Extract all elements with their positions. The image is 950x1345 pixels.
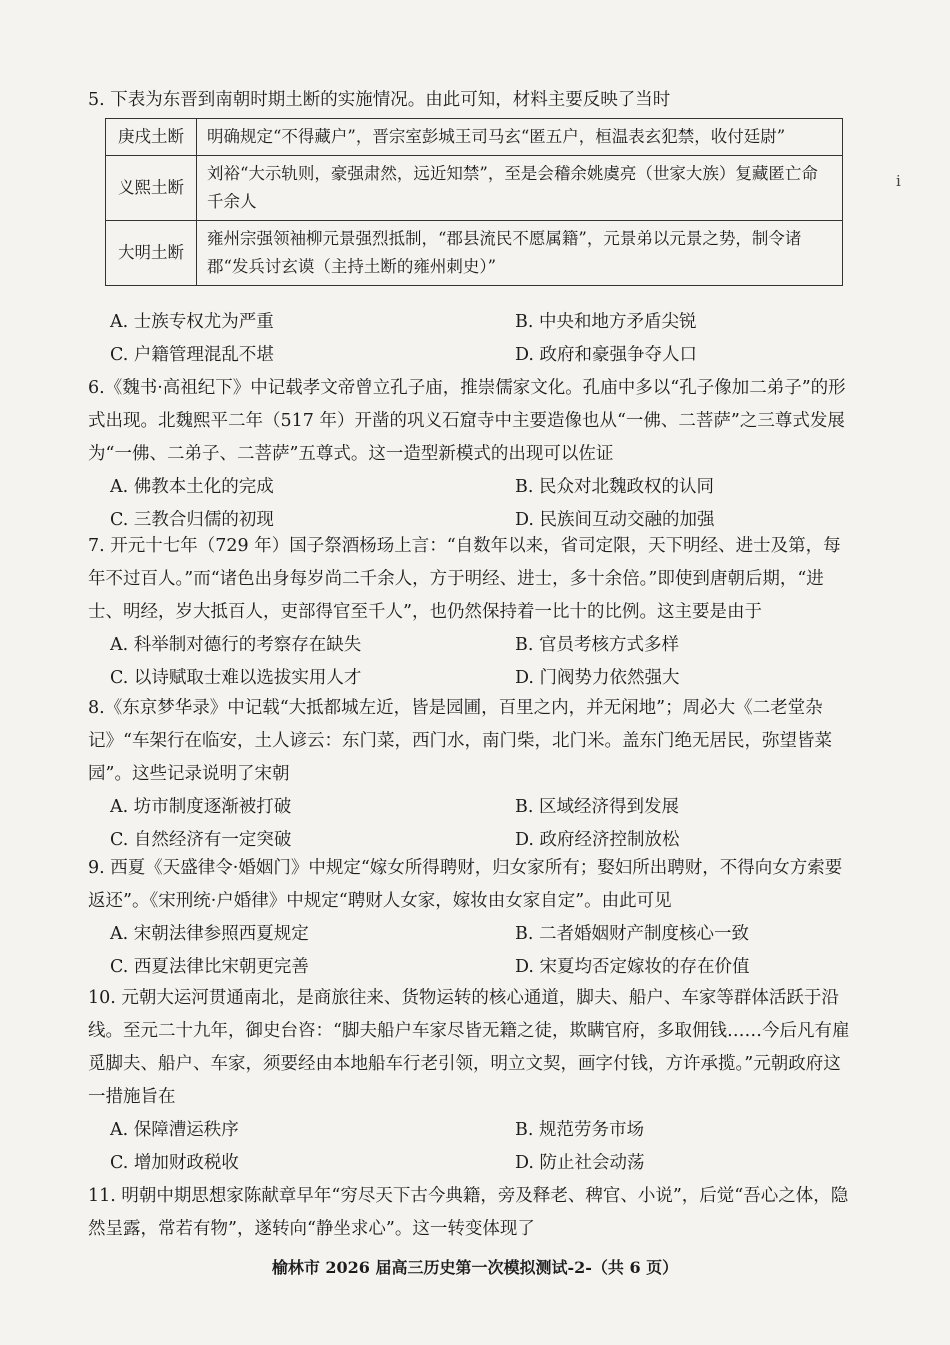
option-d[interactable]: D. 政府经济控制放松: [515, 830, 680, 850]
table-row: [106, 119, 843, 156]
question-6: [88, 372, 858, 537]
table-cell-content: 明确规定“不得藏户”，晋宗室彭城王司马玄“匿五户，桓温表玄犯禁，收付廷尉”: [197, 119, 843, 156]
option-b[interactable]: B. 民众对北魏政权的认同: [515, 477, 714, 497]
question-5: [88, 84, 858, 117]
option-a[interactable]: A. 保障漕运秩序: [110, 1120, 239, 1140]
option-b[interactable]: B. 规范劳务市场: [515, 1120, 644, 1140]
option-d[interactable]: D. 宋夏均否定嫁妆的存在价值: [515, 957, 750, 977]
table-row: [106, 221, 843, 286]
question-9-stem: 9. 西夏《天盛律令·婚姻门》中规定“嫁女所得聘财，归女家所有；娶妇所出聘财，不得向女方索要返还”。《宋刑统·户婚律》中规定“聘财人女家，嫁妆由女家自定”。由此可见: [88, 858, 843, 911]
question-10: [88, 982, 858, 1180]
option-d[interactable]: D. 民族间互动交融的加强: [515, 510, 715, 530]
option-c[interactable]: C. 自然经济有一定突破: [110, 830, 292, 850]
option-b[interactable]: B. 中央和地方矛盾尖锐: [515, 312, 697, 332]
question-8: [88, 692, 858, 857]
option-c[interactable]: C. 户籍管理混乱不堪: [110, 345, 274, 365]
option-d[interactable]: D. 防止社会动荡: [515, 1153, 645, 1173]
table-cell-content: 雍州宗强领袖柳元景强烈抵制，“郡县流民不愿属籍”，元景弟以元景之势，制令诸郡“发兵讨玄谟（主持土断的雍州刺史）”: [197, 221, 843, 286]
option-c[interactable]: C. 三教合归儒的初现: [110, 510, 274, 530]
tudu-table: [105, 118, 843, 286]
question-9: [88, 852, 858, 984]
table-cell-name: 义熙土断: [106, 156, 197, 221]
option-c[interactable]: C. 以诗赋取士难以选拔实用人才: [110, 668, 362, 688]
table-cell-content: 刘裕“大示轨则，豪强肃然，远近知禁”，至是会稽余姚虞亮（世家大族）复藏匿亡命千余人: [197, 156, 843, 221]
option-b[interactable]: B. 官员考核方式多样: [515, 635, 679, 655]
question-11: [88, 1180, 858, 1246]
option-a[interactable]: A. 科举制对德行的考察存在缺失: [110, 635, 362, 655]
option-a[interactable]: A. 宋朝法律参照西夏规定: [110, 924, 309, 944]
question-5-options: [88, 306, 858, 372]
option-a[interactable]: A. 坊市制度逐渐被打破: [110, 797, 292, 817]
option-b[interactable]: B. 二者婚姻财产制度核心一致: [515, 924, 749, 944]
option-c[interactable]: C. 增加财政税收: [110, 1153, 239, 1173]
question-8-stem: 8.《东京梦华录》中记载“大抵都城左近，皆是园圃，百里之内，并无闲地”；周必大《二老堂杂记》“车架行在临安，土人谚云：东门菜，西门水，南门柴，北门米。盖东门绝无居民，弥望皆菜园”。这些记录说明了宋朝: [88, 698, 832, 784]
option-d[interactable]: D. 政府和豪强争夺人口: [515, 345, 698, 365]
question-5-stem: 5. 下表为东晋到南朝时期土断的实施情况。由此可知，材料主要反映了当时: [88, 90, 671, 110]
question-11-stem: 11. 明朝中期思想家陈献章早年“穷尽天下古今典籍，旁及释老、稗官、小说”，后觉“吾心之体，隐然呈露，常若有物”，遂转向“静坐求心”。这一转变体现了: [88, 1186, 849, 1239]
option-a[interactable]: A. 佛教本土化的完成: [110, 477, 274, 497]
option-d[interactable]: D. 门阀势力依然强大: [515, 668, 680, 688]
option-a[interactable]: A. 士族专权尤为严重: [110, 312, 274, 332]
margin-mark: i: [896, 172, 901, 190]
table-row: [106, 156, 843, 221]
table-cell-name: 大明土断: [106, 221, 197, 286]
option-c[interactable]: C. 西夏法律比宋朝更完善: [110, 957, 309, 977]
question-6-stem: 6.《魏书·高祖纪下》中记载孝文帝曾立孔子庙，推崇儒家文化。孔庙中多以“孔子像加二弟子”的形式出现。北魏熙平二年（517 年）开凿的巩义石窟寺中主要造像也从“一佛、二菩萨”之三尊式发展为“一佛、二弟子、二菩萨”五尊式。这一造型新模式的出现可以佐证: [88, 378, 846, 464]
question-7-stem: 7. 开元十七年（729 年）国子祭酒杨玚上言：“自数年以来，省司定限，天下明经、进士及第，每年不过百人。”而“诸色出身每岁尚二千余人，方于明经、进士，多十余倍。”即使到唐朝后期，“进士、明经，岁大抵百人，吏部得官至千人”，也仍然保持着一比十的比例。这主要是由于: [88, 536, 841, 622]
question-7: [88, 530, 858, 695]
question-10-stem: 10. 元朝大运河贯通南北，是商旅往来、货物运转的核心通道，脚夫、船户、车家等群体活跃于沿线。至元二十九年，御史台咨：“脚夫船户车家尽皆无籍之徒，欺瞒官府，多取佣钱……今后凡有雇觅脚夫、船户、车家，须要经由本地船车行老引领，明立文契，画字付钱，方许承揽。”元朝政府这一措施旨在: [88, 988, 850, 1107]
page-footer: 榆林市 2026 届高三历史第一次模拟测试-2-（共 6 页）: [271, 1258, 679, 1277]
option-b[interactable]: B. 区域经济得到发展: [515, 797, 679, 817]
table-cell-name: 庚戌土断: [106, 119, 197, 156]
